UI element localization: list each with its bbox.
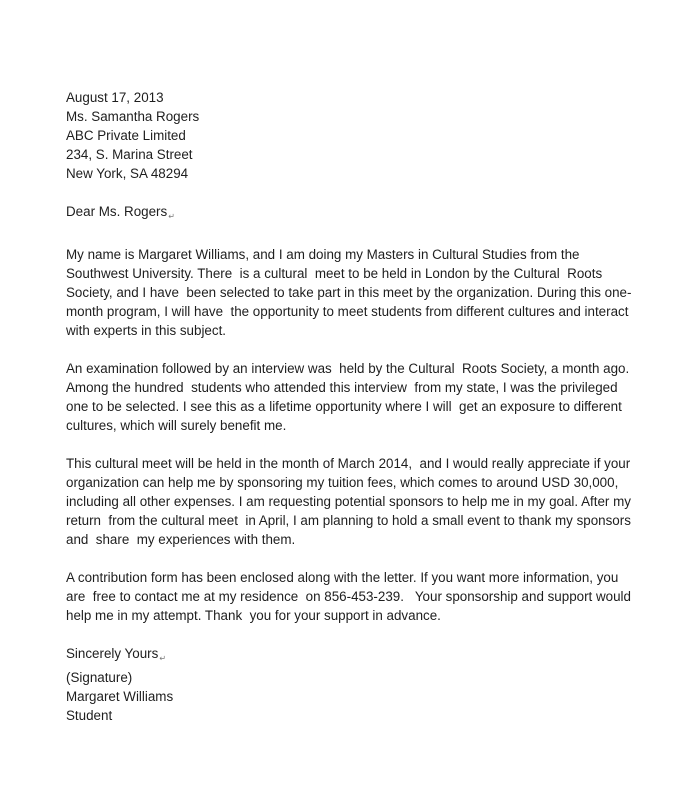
- body-line: A contribution form has been enclosed along with the letter. If you want more information, you: [66, 570, 619, 585]
- body-line: return from the cultural meet in April, I am planning to hold a small event to thank my sponsors: [66, 513, 631, 528]
- body-paragraph-4: [66, 568, 634, 625]
- sign-off-text: Sincerely Yours: [66, 646, 159, 661]
- body-paragraph-2: [66, 359, 634, 435]
- body-line: with experts in this subject.: [66, 323, 227, 338]
- salutation: [66, 202, 634, 226]
- paragraph-mark-icon: ↵: [159, 654, 167, 663]
- letter-body: [66, 245, 634, 625]
- body-line: cultures, which will surely benefit me.: [66, 418, 287, 433]
- recipient-name: Ms. Samantha Rogers: [66, 109, 200, 124]
- body-line: are free to contact me at my residence on 856-453-239. Your sponsorship and support would: [66, 589, 631, 604]
- body-line: Society, and I have been selected to take part in this meet by the organization. During this one-: [66, 285, 632, 300]
- sender-title: Student: [66, 708, 113, 723]
- body-line: This cultural meet will be held in the month of March 2014, and I would really appreciate if your: [66, 456, 631, 471]
- letter-header: [66, 88, 634, 183]
- sign-off: [66, 644, 634, 668]
- body-line: and share my experiences with them.: [66, 532, 296, 547]
- body-paragraph-1: [66, 245, 634, 340]
- body-line: Among the hundred students who attended this interview from my state, I was the privileged: [66, 380, 618, 395]
- body-paragraph-3: [66, 454, 634, 549]
- recipient-company: ABC Private Limited: [66, 128, 186, 143]
- recipient-street: 234, S. Marina Street: [66, 147, 193, 162]
- body-line: help me in my attempt. Thank you for your support in advance.: [66, 608, 441, 623]
- letter-date: August 17, 2013: [66, 90, 164, 105]
- body-line: including all other expenses. I am requesting potential sponsors to help me in my goal. After my: [66, 494, 631, 509]
- body-line: organization can help me by sponsoring my tuition fees, which comes to around USD 30,000,: [66, 475, 619, 490]
- sender-name: Margaret Williams: [66, 689, 174, 704]
- letter-closing: [66, 644, 634, 725]
- body-line: one to be selected. I see this as a lifetime opportunity where I will get an exposure to different: [66, 399, 622, 414]
- letter: [66, 88, 634, 725]
- body-line: An examination followed by an interview was held by the Cultural Roots Society, a month ago.: [66, 361, 630, 376]
- body-line: Southwest University. There is a cultural meet to be held in London by the Cultural Roots: [66, 266, 603, 281]
- paragraph-mark-icon: ↵: [168, 212, 175, 221]
- recipient-city: New York, SA 48294: [66, 166, 189, 181]
- salutation-text: Dear Ms. Rogers: [66, 204, 168, 219]
- signature-placeholder: (Signature): [66, 670, 133, 685]
- body-line: My name is Margaret Williams, and I am doing my Masters in Cultural Studies from the: [66, 247, 580, 262]
- body-line: month program, I will have the opportunity to meet students from different cultures and interact: [66, 304, 629, 319]
